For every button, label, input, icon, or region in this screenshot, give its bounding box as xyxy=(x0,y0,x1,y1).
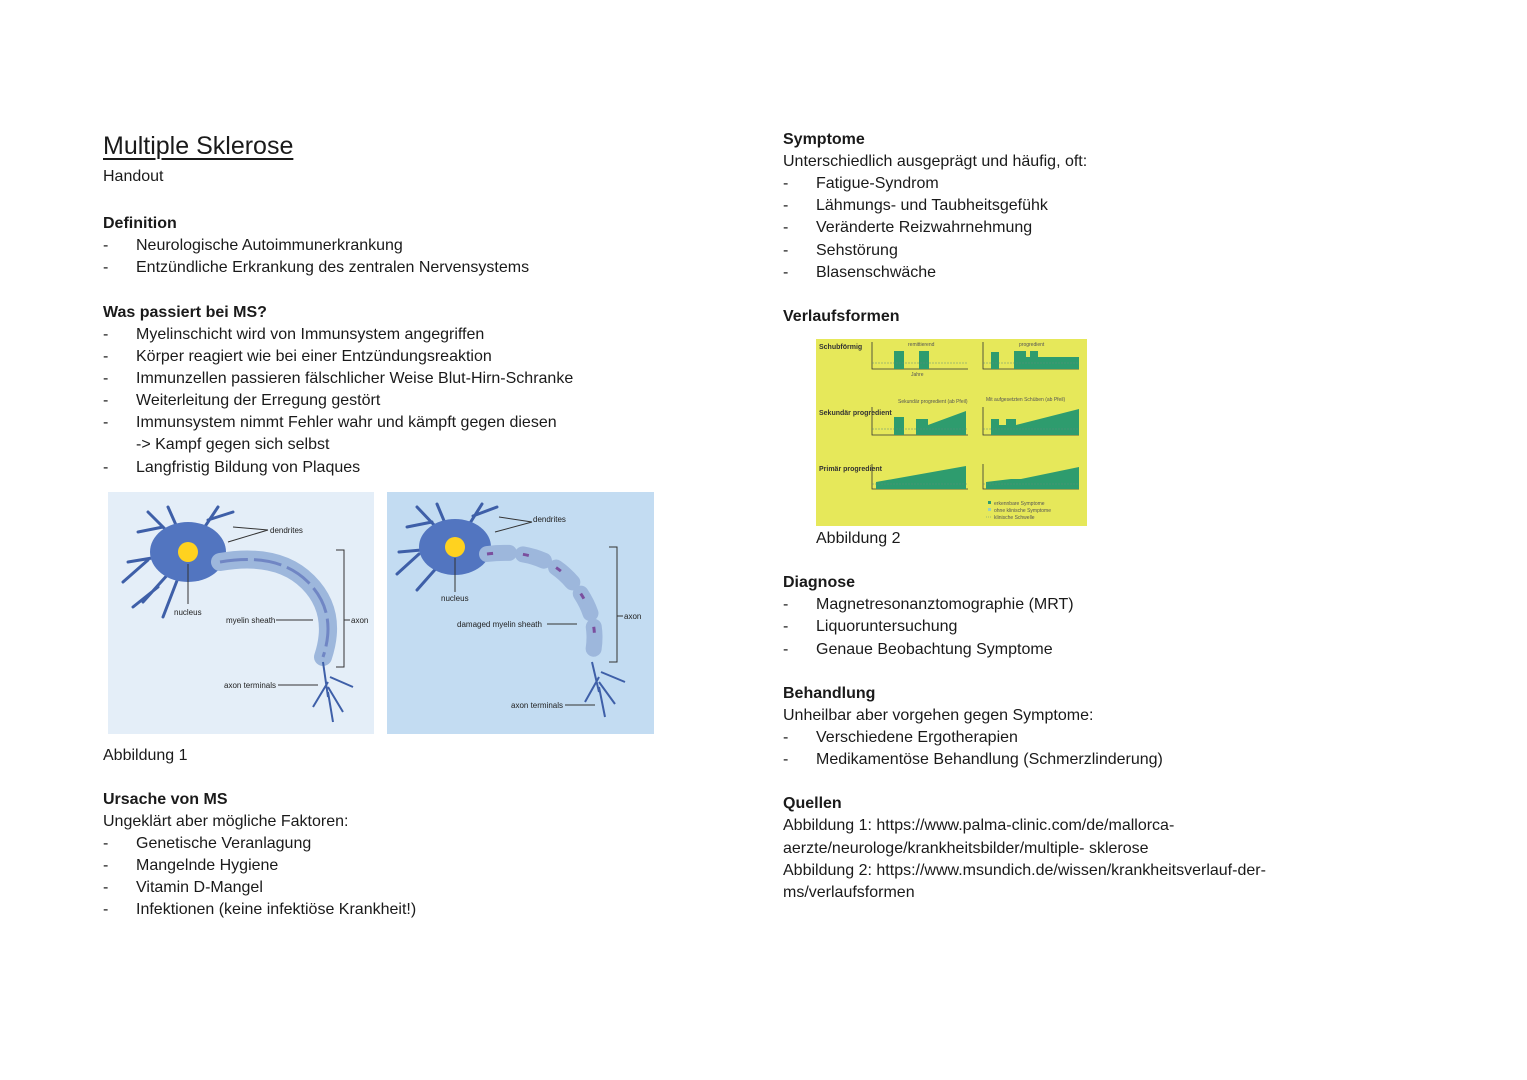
quellen-heading: Quellen xyxy=(783,795,842,812)
legend-item: erkennbare Symptome xyxy=(994,501,1045,507)
diagnose-heading: Diagnose xyxy=(783,574,856,591)
page-subtitle: Handout xyxy=(103,168,164,185)
sublabel-remittierend: remittierend xyxy=(908,342,935,348)
label-dendrites: dendrites xyxy=(270,526,303,535)
page-title: Multiple Sklerose xyxy=(103,132,294,160)
symptome-intro: Unterschiedlich ausgeprägt und häufig, oft: xyxy=(783,153,1088,170)
sublabel-jahre: Jahre xyxy=(911,372,924,378)
sublabel-progredient: progredient xyxy=(1019,342,1045,348)
label-nucleus: nucleus xyxy=(441,594,469,603)
legend-swatch xyxy=(988,508,991,511)
figure2-caption: Abbildung 2 xyxy=(816,530,901,547)
label-axon-terminals: axon terminals xyxy=(511,701,564,710)
verlaufsformen-figure xyxy=(816,339,1087,526)
legend-item: ohne klinische Symptome xyxy=(994,508,1051,514)
quelle-line: aerzte/neurologe/krankheitsbilder/multiple- sklerose xyxy=(783,840,1149,857)
definition-heading: Definition xyxy=(103,215,177,232)
legend-swatch xyxy=(988,501,991,504)
label-axon: axon xyxy=(351,616,369,625)
behandlung-heading: Behandlung xyxy=(783,685,876,702)
quelle-line: Abbildung 1: https://www.palma-clinic.com/de/mallorca- xyxy=(783,817,1175,834)
label-nucleus: nucleus xyxy=(174,608,202,617)
was-passiert-heading: Was passiert bei MS? xyxy=(103,304,267,321)
label-dendrites: dendrites xyxy=(533,515,566,524)
label-axon: axon xyxy=(624,612,642,621)
legend-item: klinische Schwelle xyxy=(994,515,1035,521)
ursache-intro: Ungeklärt aber mögliche Faktoren: xyxy=(103,813,349,830)
behandlung-intro: Unheilbar aber vorgehen gegen Symptome: xyxy=(783,707,1094,724)
row-label-primaer: Primär progredient xyxy=(819,466,883,473)
sublabel-mit-schueben: Mit aufgesetzten Schüben (ab Pfeil) xyxy=(986,397,1066,403)
quelle-line: Abbildung 2: https://www.msundich.de/wissen/krankheitsverlauf-der- xyxy=(783,862,1266,879)
label-myelin-sheath: myelin sheath xyxy=(226,616,276,625)
list-continuation: -> Kampf gegen sich selbst xyxy=(136,436,330,453)
sublabel-sekundaer: Sekundär progredient (ab Pfeil) xyxy=(898,399,968,405)
row-label-schubfoermig: Schubförmig xyxy=(819,344,863,351)
handout-page: Multiple Sklerose Handout Definition - Neurologische Autoimmunerkrankung - Entzündliche Erkrankung des zentralen Nervensystems Was passiert bei MS? - Myelinschicht wird von Immunsystem angegriffen - Körper reagiert wie bei einer Entzündungsreaktion - Immunzellen passieren fälschlicher Weise Blut-Hirn-Schranke - Weiterleitung der Erregung gestört - Immunsystem nimmt Fehler wahr und kämpft gegen diesen -> Kampf gegen sich selbst - Langfristig Bildung von Plaques dendrites nucleus myelin sheath axon axon terminals dendrites nucleus damaged myelin sheath axon axon terminals Abbildung 1 Ursache von MS Ungeklärt aber mögliche Faktoren: - Genetische Veranlagung - Mangelnde Hygiene - Vitamin D-Mangel - Infektionen (keine infektiöse Krankheit!) Symptome Unterschiedlich ausgeprägt und häufig, oft: - Fatigue-Syndrom - Lähmungs- und Taubheitsgefühk - Veränderte Reizwahrnehmung - Sehstörung - Blasenschwäche Verlaufsformen Schubförmig Sekundär progredient Primär progredient remittierend progredient Jahre Sekundär progredient (ab Pfeil) Mit aufgesetzten Schüben (ab Pfeil) erkennbare Symptome ohne klinische Symptome klinische Schwelle Abbildung 2 Diagnose - Magnetresonanztomographie (MRT) - Liquoruntersuchung - Genaue Beobachtung Symptome Behandlung Unheilbar aber vorgehen gegen Symptome: - Verschiedene Ergotherapien - Medikamentöse Behandlung (Schmerzlinderung) Quellen Abbildung 1: https://www.palma-clinic.com/de/mallorca- aerzte/neurologe/krankheitsbilder/multiple- sklerose Abbildung 2: https://www.msundich.de/wissen/krankheitsverlauf-der- ms/verlaufsformen xyxy=(103,131,1266,918)
ursache-heading: Ursache von MS xyxy=(103,791,228,808)
figure1-caption: Abbildung 1 xyxy=(103,747,188,764)
quelle-line: ms/verlaufsformen xyxy=(783,884,915,901)
neuron-damaged-figure xyxy=(387,492,654,734)
neuron-healthy-figure xyxy=(108,492,374,734)
symptome-heading: Symptome xyxy=(783,131,865,148)
verlaufsformen-heading: Verlaufsformen xyxy=(783,308,900,325)
row-label-sekundaer: Sekundär progredient xyxy=(819,410,892,417)
label-axon-terminals: axon terminals xyxy=(224,681,277,690)
label-damaged-myelin-sheath: damaged myelin sheath xyxy=(457,620,542,629)
